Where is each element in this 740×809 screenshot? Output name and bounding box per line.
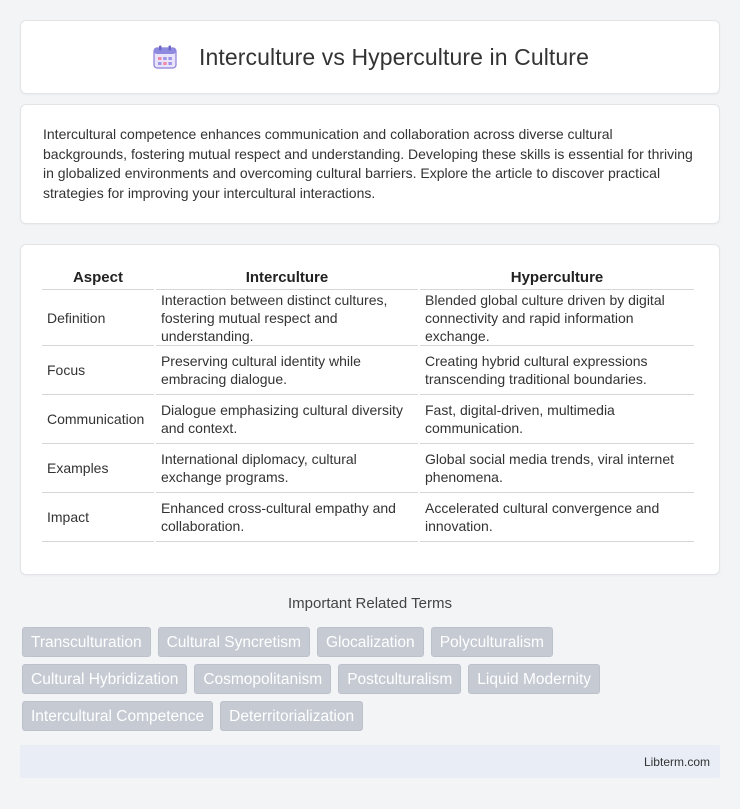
table-row [42, 444, 694, 493]
table-row [42, 493, 694, 542]
footer [20, 745, 720, 778]
cell-hyperculture: Blended global culture driven by digital connectivity and rapid information exchange. [420, 290, 694, 346]
cell-aspect: Definition [42, 290, 154, 346]
related-term-tag[interactable]: Glocalization [317, 627, 424, 657]
cell-hyperculture: Creating hybrid cultural expressions transcending traditional boundaries. [420, 346, 694, 395]
footer-site-link[interactable]: Libterm.com [643, 754, 710, 769]
table-row [42, 346, 694, 395]
cell-interculture: Dialogue emphasizing cultural diversity and context. [156, 395, 418, 444]
cell-interculture: International diplomacy, cultural exchange programs. [156, 444, 418, 493]
table-row [42, 395, 694, 444]
table-header-row [42, 265, 694, 290]
page-title: Interculture vs Hyperculture in Culture [199, 43, 589, 70]
related-term-tag[interactable]: Intercultural Competence [22, 701, 213, 731]
intro-text: Intercultural competence enhances communication and collaboration across diverse cultural backgrounds, fostering mutual respect and understanding. Developing these skills is essential for thriving in globalized environments and overcoming cultural barriers. Explore the article to discover practical strategies for improving your intercultural interactions. [43, 126, 693, 201]
table-row [42, 290, 694, 346]
related-term-tag[interactable]: Liquid Modernity [468, 664, 600, 694]
comparison-card [20, 244, 720, 575]
cell-hyperculture: Global social media trends, viral internet phenomena. [420, 444, 694, 493]
related-term-tag[interactable]: Cultural Syncretism [158, 627, 310, 657]
calendar-icon [151, 43, 179, 71]
header [151, 43, 589, 71]
cell-hyperculture: Fast, digital-driven, multimedia communication. [420, 395, 694, 444]
related-term-tag[interactable]: Postculturalism [338, 664, 461, 694]
header-interculture: Interculture [156, 265, 418, 290]
header-aspect: Aspect [42, 265, 154, 290]
cell-aspect: Impact [42, 493, 154, 542]
related-term-tag[interactable]: Cultural Hybridization [22, 664, 187, 694]
related-terms-list [22, 627, 722, 738]
cell-interculture: Interaction between distinct cultures, fostering mutual respect and understanding. [156, 290, 418, 346]
related-term-tag[interactable]: Transculturation [22, 627, 151, 657]
cell-interculture: Preserving cultural identity while embracing dialogue. [156, 346, 418, 395]
related-term-tag[interactable]: Cosmopolitanism [194, 664, 331, 694]
related-term-tag[interactable]: Deterritorialization [220, 701, 363, 731]
cell-aspect: Examples [42, 444, 154, 493]
cell-interculture: Enhanced cross-cultural empathy and collaboration. [156, 493, 418, 542]
header-card [20, 20, 720, 94]
related-terms-title: Important Related Terms [288, 595, 452, 612]
intro-card [20, 104, 720, 224]
cell-aspect: Communication [42, 395, 154, 444]
comparison-table [40, 265, 696, 542]
related-term-tag[interactable]: Polyculturalism [431, 627, 553, 657]
cell-aspect: Focus [42, 346, 154, 395]
cell-hyperculture: Accelerated cultural convergence and innovation. [420, 493, 694, 542]
header-hyperculture: Hyperculture [420, 265, 694, 290]
